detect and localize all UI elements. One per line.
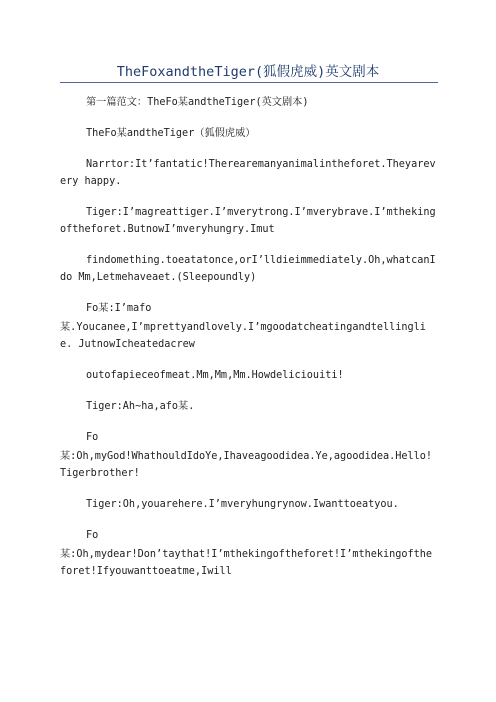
document-body xyxy=(60,94,438,594)
paragraph-3: Narrtor:It’fantatic!Therearemanyanimalintheforet.Theyarevery happy. xyxy=(60,159,436,187)
paragraph-13: Fo xyxy=(86,530,99,541)
paragraph-10: Fo xyxy=(86,432,99,443)
paragraph-5: findomething.toeatatonce,orI’lldieimmediately.Oh,whatcanIdo Mm,Letmehaveaet.(Sleepoundly) xyxy=(60,255,436,283)
paragraph-8: outofapieceofmeat.Mm,Mm,Mm.Howdeliciouiti! xyxy=(86,370,344,381)
paragraph-9: Tiger:Ah~ha,afo某. xyxy=(86,401,195,412)
paragraph-4: Tiger:I’magreattiger.I’mverytrong.I’mverybrave.I’mthekingoftheforet.ButnowI’mveryhungry.Imut xyxy=(60,207,436,235)
paragraph-12: Tiger:Oh,youarehere.I’mveryhungrynow.Iwanttoeatyou. xyxy=(86,499,399,510)
title-divider xyxy=(60,82,438,83)
paragraph-14: 某:Oh,mydear!Don’taythat!I’mthekingoftheforet!I’mthekingoftheforet!Ifyouwanttoeatme,Iwill xyxy=(60,549,433,577)
paragraph-11: 某:Oh,myGod!WhathouldIdoYe,Ihaveagoodidea.Ye,agoodidea.Hello!Tigerbrother! xyxy=(60,451,433,479)
paragraph-2: TheFo某andtheTiger（狐假虎威） xyxy=(86,128,256,139)
paragraph-1: 第一篇范文：TheFo某andtheTiger(英文剧本) xyxy=(86,97,309,108)
paragraph-6: Fo某:I’mafo xyxy=(86,303,152,314)
document-title: TheFoxandtheTiger(狐假虎威)英文剧本 xyxy=(116,64,380,80)
paragraph-7: 某.Youcanee,I’mprettyandlovely.I’mgoodatcheatingandtellinglie. JutnowIcheatedacrew xyxy=(60,322,426,350)
